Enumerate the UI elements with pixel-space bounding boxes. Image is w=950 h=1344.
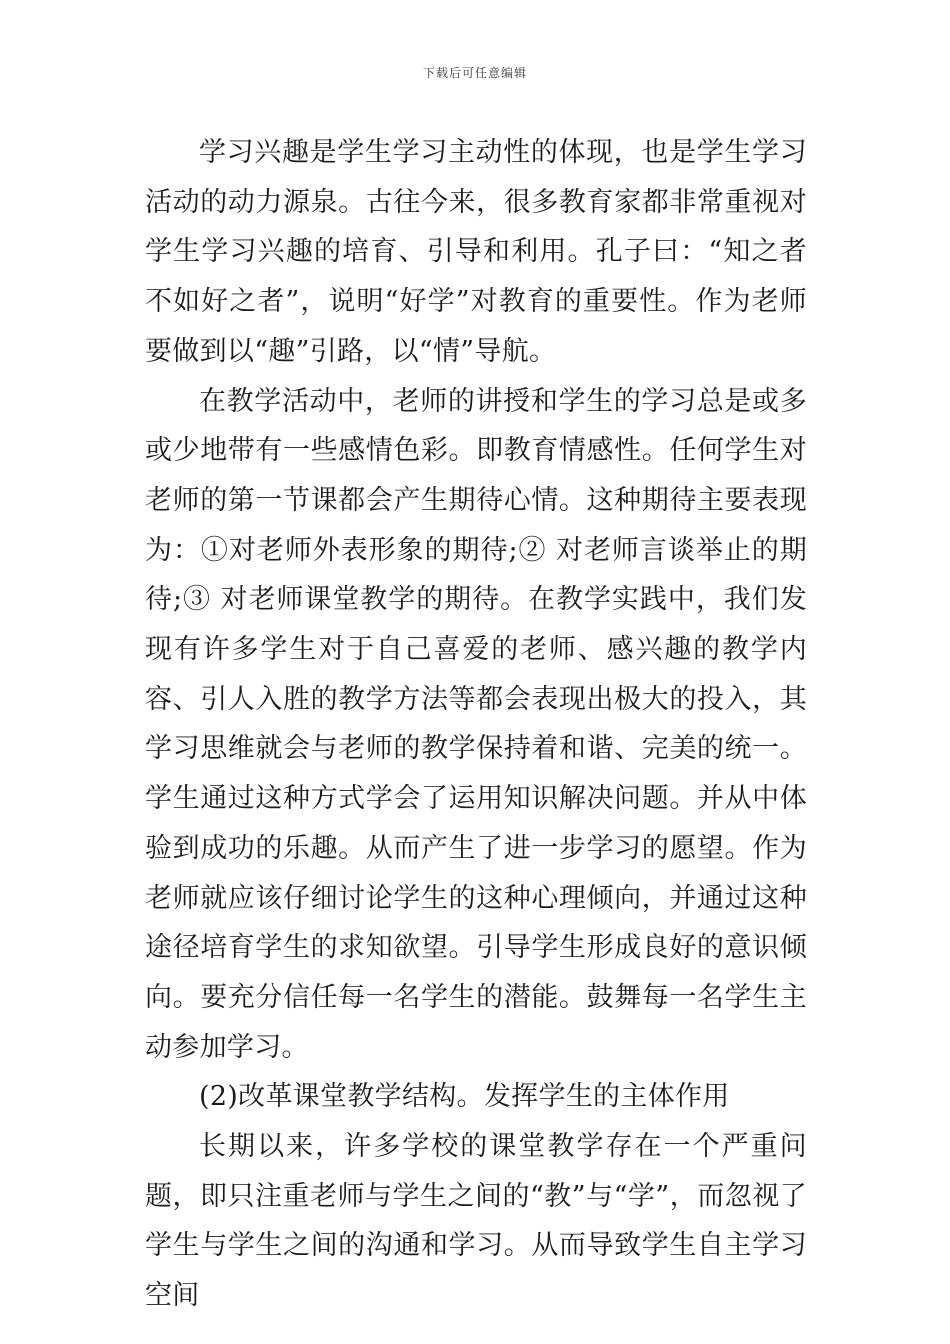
page-header: 下载后可任意编辑 bbox=[422, 66, 527, 80]
paragraph-interest: 学习兴趣是学生学习主动性的体现，也是学生学习活动的动力源泉。古往今来，很多教育家都非常重视对学生学习兴趣的培育、引导和利用。孔子曰：“知之者不如好之者”，说明“好学”对教育的重要性。作为老师要做到以“趣”引路，以“情”导航。 bbox=[145, 137, 807, 367]
document-body bbox=[145, 128, 807, 1321]
paragraph-classroom: 长期以来，许多学校的课堂教学存在一个严重问题，即只注重老师与学生之间的“教”与“学”，而忽视了学生与学生之间的沟通和学习。从而导致学生自主学习空间 bbox=[145, 1131, 807, 1312]
paragraph-emotion: 在教学活动中，老师的讲授和学生的学习总是或多或少地带有一些感情色彩。即教育情感性。任何学生对老师的第一节课都会产生期待心情。这种期待主要表现为：①对老师外表形象的期待;② 对老师言谈举止的期待;③ 对老师课堂教学的期待。在教学实践中，我们发现有许多学生对于自己喜爱的老师、感兴趣的教学内容、引人入胜的教学方法等都会表现出极大的投入，其学习思维就会与老师的教学保持着和谐、完美的统一。学生通过这种方式学会了运用知识解决问题。并从中体验到成功的乐趣。从而产生了进一步学习的愿望。作为老师就应该仔细讨论学生的这种心理倾向，并通过这种途径培育学生的求知欲望。引导学生形成良好的意识倾向。要充分信任每一名学生的潜能。鼓舞每一名学生主动参加学习。 bbox=[145, 385, 807, 1063]
section-heading: (2)改革课堂教学结构。发挥学生的主体作用 bbox=[199, 1081, 730, 1113]
